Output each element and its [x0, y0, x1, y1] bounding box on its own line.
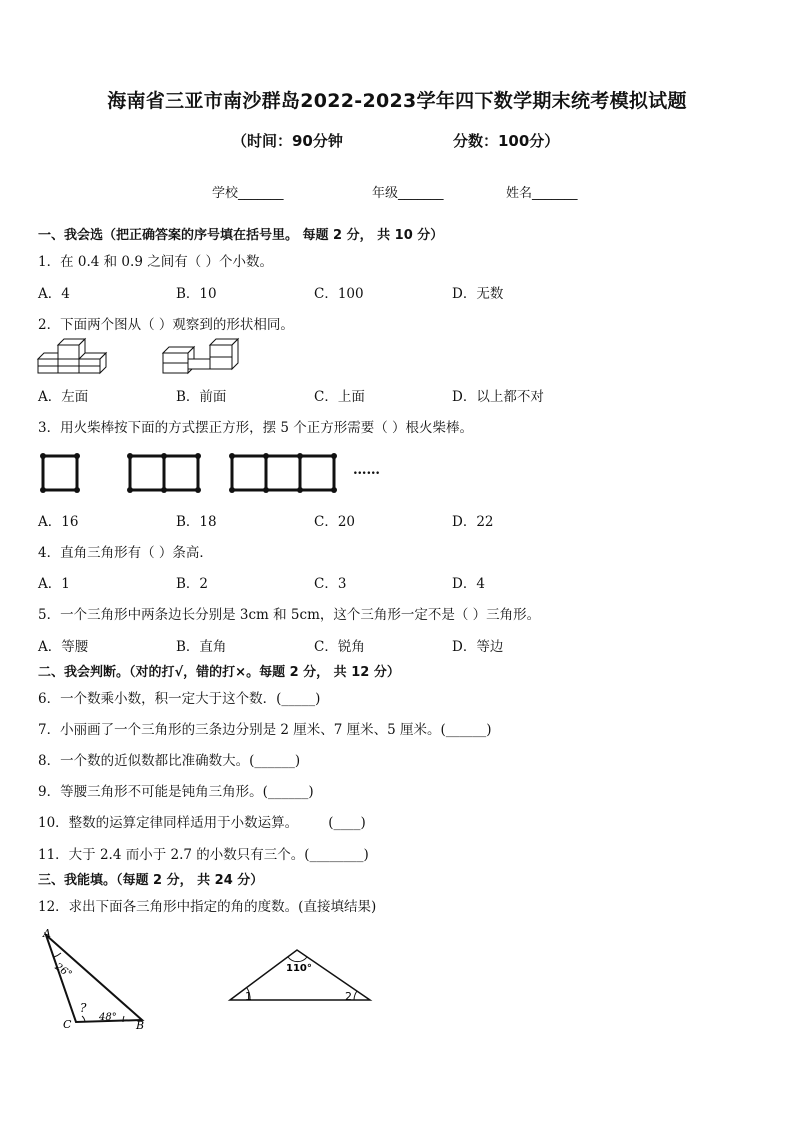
school-field[interactable]: 学校_______	[212, 186, 284, 201]
continuation-dots: ……	[353, 462, 380, 478]
name-field[interactable]: 姓名_______	[506, 186, 578, 201]
section-1-heading: 一、我会选（把正确答案的序号填在括号里。 每题 2 分， 共 10 分）	[38, 228, 444, 243]
grade-field[interactable]: 年级_______	[372, 186, 444, 201]
q4-option-b[interactable]: B．2	[176, 576, 209, 592]
angle-1-label: 1	[245, 990, 252, 1003]
matchstick-squares-2	[127, 453, 205, 493]
triangle-abc-figure	[38, 925, 153, 1035]
cube-figure-2	[163, 337, 241, 375]
question-6: 6．一个数乘小数，积一定大于这个数．(_____)	[38, 691, 321, 707]
q5-option-d[interactable]: D．等边	[452, 639, 504, 655]
q1-option-d[interactable]: D．无数	[452, 286, 504, 302]
q3-option-b[interactable]: B．18	[176, 514, 217, 530]
q3-option-d[interactable]: D．22	[452, 514, 494, 530]
angle-b-label: 48°	[99, 1012, 117, 1023]
question-5: 5．一个三角形中两条边长分别是 3cm 和 5cm，这个三角形一定不是（ ）三角形。	[38, 607, 541, 623]
exam-score: 分数：100分）	[453, 132, 560, 150]
question-11: 11．大于 2.4 而小于 2.7 的小数只有三个。(________)	[38, 847, 369, 863]
q1-option-b[interactable]: B．10	[176, 286, 217, 302]
q1-option-c[interactable]: C．100	[314, 286, 364, 302]
q2-option-b[interactable]: B．前面	[176, 389, 227, 405]
q4-option-d[interactable]: D．4	[452, 576, 485, 592]
question-9: 9．等腰三角形不可能是钝角三角形。(______)	[38, 784, 314, 800]
q4-option-a[interactable]: A．1	[38, 576, 70, 592]
cube-figure-1	[38, 337, 108, 375]
section-3-heading: 三、我能填。（每题 2 分， 共 24 分）	[38, 873, 264, 888]
question-8: 8．一个数的近似数都比准确数大。(______)	[38, 753, 301, 769]
angle-a-label: 26°	[52, 961, 74, 981]
vertex-a-label: A	[43, 927, 51, 940]
obtuse-triangle-figure	[225, 945, 375, 1005]
q3-option-a[interactable]: A．16	[38, 514, 79, 530]
q5-option-c[interactable]: C．锐角	[314, 639, 365, 655]
question-1: 1．在 0.4 和 0.9 之间有（ ）个小数。	[38, 254, 273, 270]
q5-option-b[interactable]: B．直角	[176, 639, 227, 655]
top-angle-label: 110°	[286, 963, 312, 974]
section-2-heading: 二、我会判断。（对的打√，错的打×。每题 2 分， 共 12 分）	[38, 665, 400, 680]
angle-2-label: 2	[345, 990, 352, 1003]
vertex-b-label: B	[136, 1019, 145, 1032]
q4-option-c[interactable]: C．3	[314, 576, 347, 592]
unknown-angle-label: ?	[80, 1001, 87, 1015]
question-4: 4．直角三角形有（ ）条高．	[38, 545, 213, 561]
q5-option-a[interactable]: A．等腰	[38, 639, 89, 655]
vertex-c-label: C	[63, 1018, 72, 1031]
matchstick-squares-3	[229, 453, 341, 493]
question-3: 3．用火柴棒按下面的方式摆正方形，摆 5 个正方形需要（ ）根火柴棒。	[38, 420, 474, 436]
q1-option-a[interactable]: A．4	[38, 286, 70, 302]
q2-option-d[interactable]: D．以上都不对	[452, 389, 544, 405]
question-7: 7．小丽画了一个三角形的三条边分别是 2 厘米、7 厘米、5 厘米。(______)	[38, 722, 492, 738]
page-title: 海南省三亚市南沙群岛2022-2023学年四下数学期末统考模拟试题	[107, 90, 687, 112]
q2-option-c[interactable]: C．上面	[314, 389, 365, 405]
question-2: 2．下面两个图从（ ）观察到的形状相同。	[38, 317, 294, 333]
question-12: 12．求出下面各三角形中指定的角的度数。(直接填结果)	[38, 899, 377, 915]
q2-option-a[interactable]: A．左面	[38, 389, 89, 405]
question-10: 10．整数的运算定律同样适用于小数运算。 (____)	[38, 815, 366, 831]
matchstick-square-1	[40, 453, 82, 493]
q3-option-c[interactable]: C．20	[314, 514, 356, 530]
exam-time: （时间：90分钟	[232, 132, 343, 150]
